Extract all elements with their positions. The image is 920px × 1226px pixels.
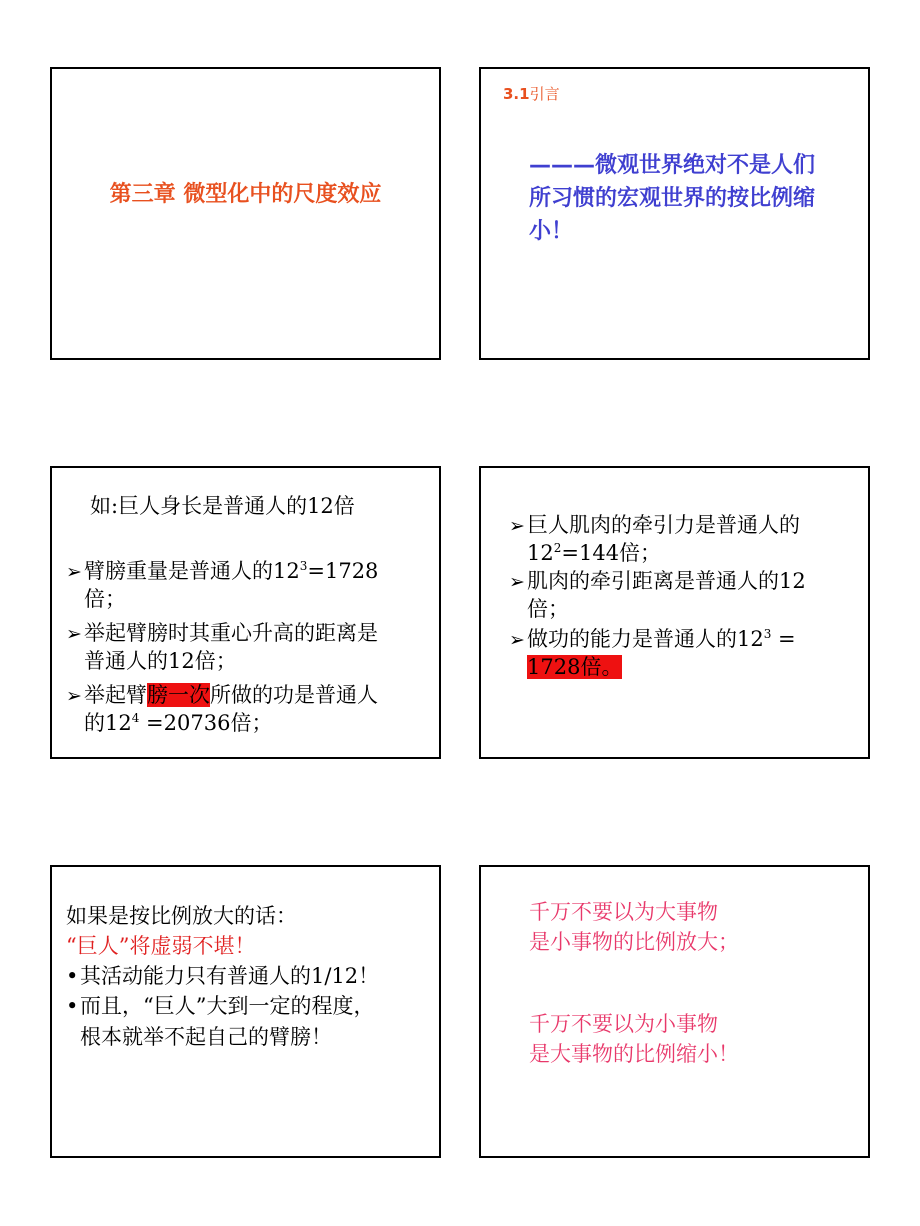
highlight-mark: 728倍 bbox=[540, 655, 602, 679]
bullet-cannot-lift: •而且，“巨人”大到一定的程度， 根本就举不起自己的臂膀！ bbox=[66, 991, 374, 1053]
bullet-lift-work: ➢举起臂膀一次所做的功是普通人 的$12^4 =20736$倍； bbox=[66, 683, 378, 735]
slide-1 bbox=[50, 67, 441, 360]
slide-2 bbox=[479, 67, 870, 360]
bullet-lift-height: ➢举起臂膀时其重心升高的距离是 普通人的12倍； bbox=[66, 621, 378, 673]
warning-small: 千万不要以为小事物 是大事物的比例缩小！ bbox=[529, 1012, 739, 1066]
highlight-mark: 膀一次 bbox=[147, 683, 210, 707]
chapter-title: 第三章 微型化中的尺度效应 bbox=[109, 182, 382, 207]
bullet-arm-weight: ➢臂膀重量是普通人的$12^3=1728$ 倍； bbox=[66, 559, 379, 611]
bullet-muscle-force: ➢巨人肌肉的牵引力是普通人的 $12^2=144$倍； bbox=[509, 513, 800, 565]
slide-5 bbox=[50, 865, 441, 1158]
bullet-work-capacity: ➢做功的能力是普通人的$12^3$ = 1728倍。 bbox=[509, 627, 796, 679]
dot-bullet-icon: • bbox=[66, 994, 79, 1018]
arrow-bullet-icon: ➢ bbox=[66, 623, 82, 645]
intro-statement: ———微观世界绝对不是人们 所习惯的宏观世界的按比例缩 小！ bbox=[529, 153, 816, 244]
slide-6 bbox=[479, 865, 870, 1158]
scaling-premise: 如果是按比例放大的话： bbox=[66, 904, 297, 928]
arrow-bullet-icon: ➢ bbox=[509, 629, 525, 651]
bullet-muscle-distance: ➢肌肉的牵引距离是普通人的12 倍； bbox=[509, 569, 806, 621]
giant-weak: “巨人”将虚弱不堪！ bbox=[66, 934, 256, 958]
giant-intro: 如:巨人身长是普通人的12倍 bbox=[90, 494, 355, 518]
arrow-bullet-icon: ➢ bbox=[66, 685, 82, 707]
dot-bullet-icon: • bbox=[66, 964, 79, 988]
slide-3 bbox=[50, 466, 441, 759]
arrow-bullet-icon: ➢ bbox=[509, 571, 525, 593]
slide-4 bbox=[479, 466, 870, 759]
section-heading: 3.1引言 bbox=[503, 85, 560, 103]
warning-big: 千万不要以为大事物 是小事物的比例放大； bbox=[529, 900, 739, 954]
arrow-bullet-icon: ➢ bbox=[509, 515, 525, 537]
bullet-activity: •其活动能力只有普通人的1/12！ bbox=[66, 961, 379, 992]
arrow-bullet-icon: ➢ bbox=[66, 561, 82, 583]
